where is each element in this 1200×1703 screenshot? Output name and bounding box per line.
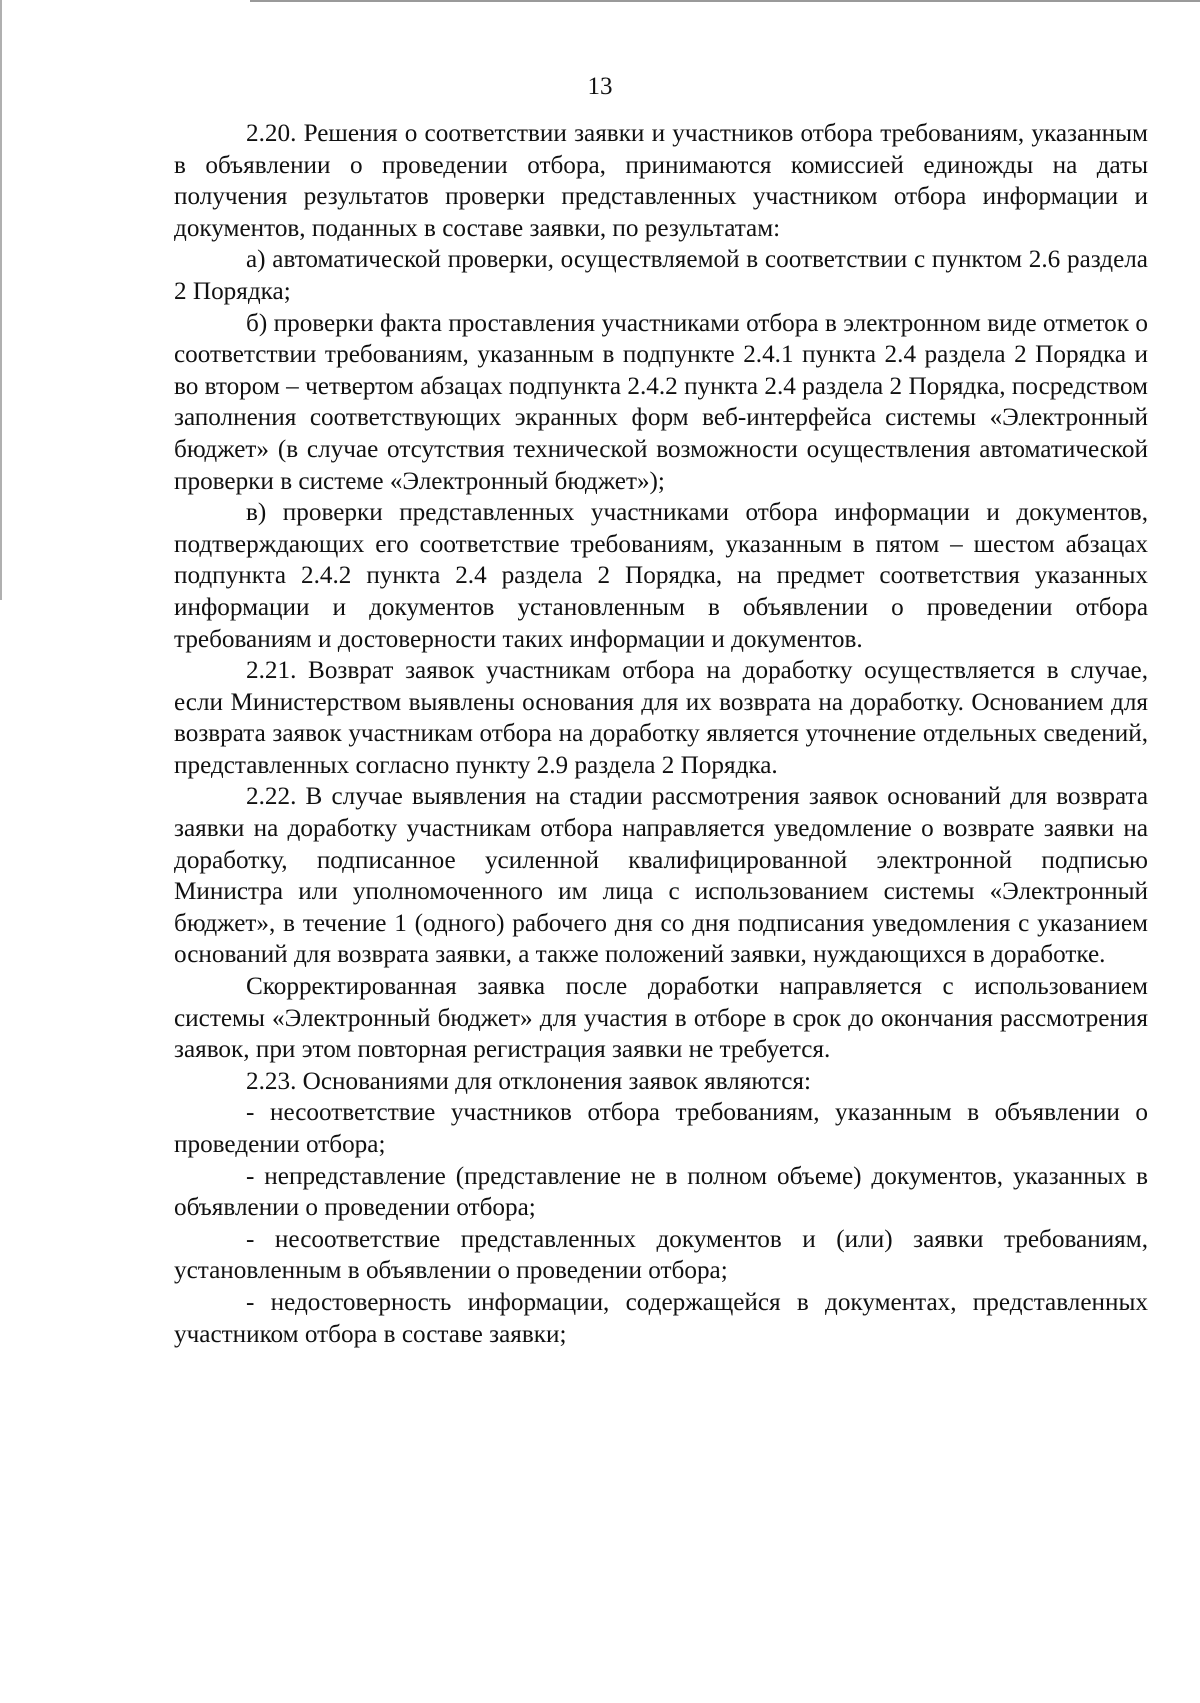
paragraph-item-v: в) проверки представленных участниками отбора информации и документов, подтверждающих его соответствие требованиям, указанным в пятом – шестом абзацах подпункта 2.4.2 пункта 2.4 раздела 2 Порядка, на предмет соответствия указанных информации и документов установленным в объявлении о проведении отбора требованиям и достоверности таких информации и документов. xyxy=(174,499,1148,653)
paragraph-2-23: 2.23. Основаниями для отклонения заявок являются: xyxy=(246,1067,811,1095)
rejection-reason-3: - несоответствие представленных документов и (или) заявки требованиям, установленным в объявлении о проведении отбора; xyxy=(174,1225,1148,1285)
paragraph-corrected-application: Скорректированная заявка после доработки направляется с использованием системы «Электронный бюджет» для участия в отборе в срок до окончания рассмотрения заявок, при этом повторная регистрация заявки не требуется. xyxy=(174,973,1148,1064)
rejection-reason-2: - непредставление (представление не в полном объеме) документов, указанных в объявлении о проведении отбора; xyxy=(174,1162,1148,1222)
scan-edge-top xyxy=(250,0,1200,2)
rejection-reason-1: - несоответствие участников отбора требованиям, указанным в объявлении о проведении отбора; xyxy=(174,1099,1148,1158)
paragraph-item-a: а) автоматической проверки, осуществляемой в соответствии с пунктом 2.6 раздела 2 Порядка; xyxy=(174,246,1148,305)
paragraph-2-21: 2.21. Возврат заявок участникам отбора на доработку осуществляется в случае, если Министерством выявлены основания для их возврата на доработку. Основанием для возврата заявок участникам отбора на доработку является уточнение отдельных сведений, представленных согласно пункту 2.9 раздела 2 Порядка. xyxy=(174,657,1148,779)
paragraph-2-20: 2.20. Решения о соответствии заявки и участников отбора требованиям, указанным в объявлении о проведении отбора, принимаются комиссией единожды на даты получения результатов проверки представленных участником отбора информации и документов, поданных в составе заявки, по результатам: xyxy=(174,120,1148,242)
document-body xyxy=(174,118,1148,1350)
rejection-reason-4: - недостоверность информации, содержащейся в документах, представленных участником отбора в составе заявки; xyxy=(174,1288,1148,1348)
page-number: 13 xyxy=(587,73,613,100)
paragraph-item-b: б) проверки факта проставления участниками отбора в электронном виде отметок о соответствии требованиям, указанным в подпункте 2.4.1 пункта 2.4 раздела 2 Порядка и во втором – четвертом абзацах подпункта 2.4.2 пункта 2.4 раздела 2 Порядка, посредством заполнения соответствующих экранных форм веб-интерфейса системы «Электронный бюджет» (в случае отсутствия технической возможности осуществления автоматической проверки в системе «Электронный бюджет»); xyxy=(174,309,1148,495)
paragraph-2-22: 2.22. В случае выявления на стадии рассмотрения заявок оснований для возврата заявки на доработку участникам отбора направляется уведомление о возврате заявки на доработку, подписанное усиленной квалифицированной электронной подписью Министра или уполномоченного им лица с использованием системы «Электронный бюджет», в течение 1 (одного) рабочего дня со дня подписания уведомления с указанием оснований для возврата заявки, а также положений заявки, нуждающихся в доработке. xyxy=(174,783,1148,969)
